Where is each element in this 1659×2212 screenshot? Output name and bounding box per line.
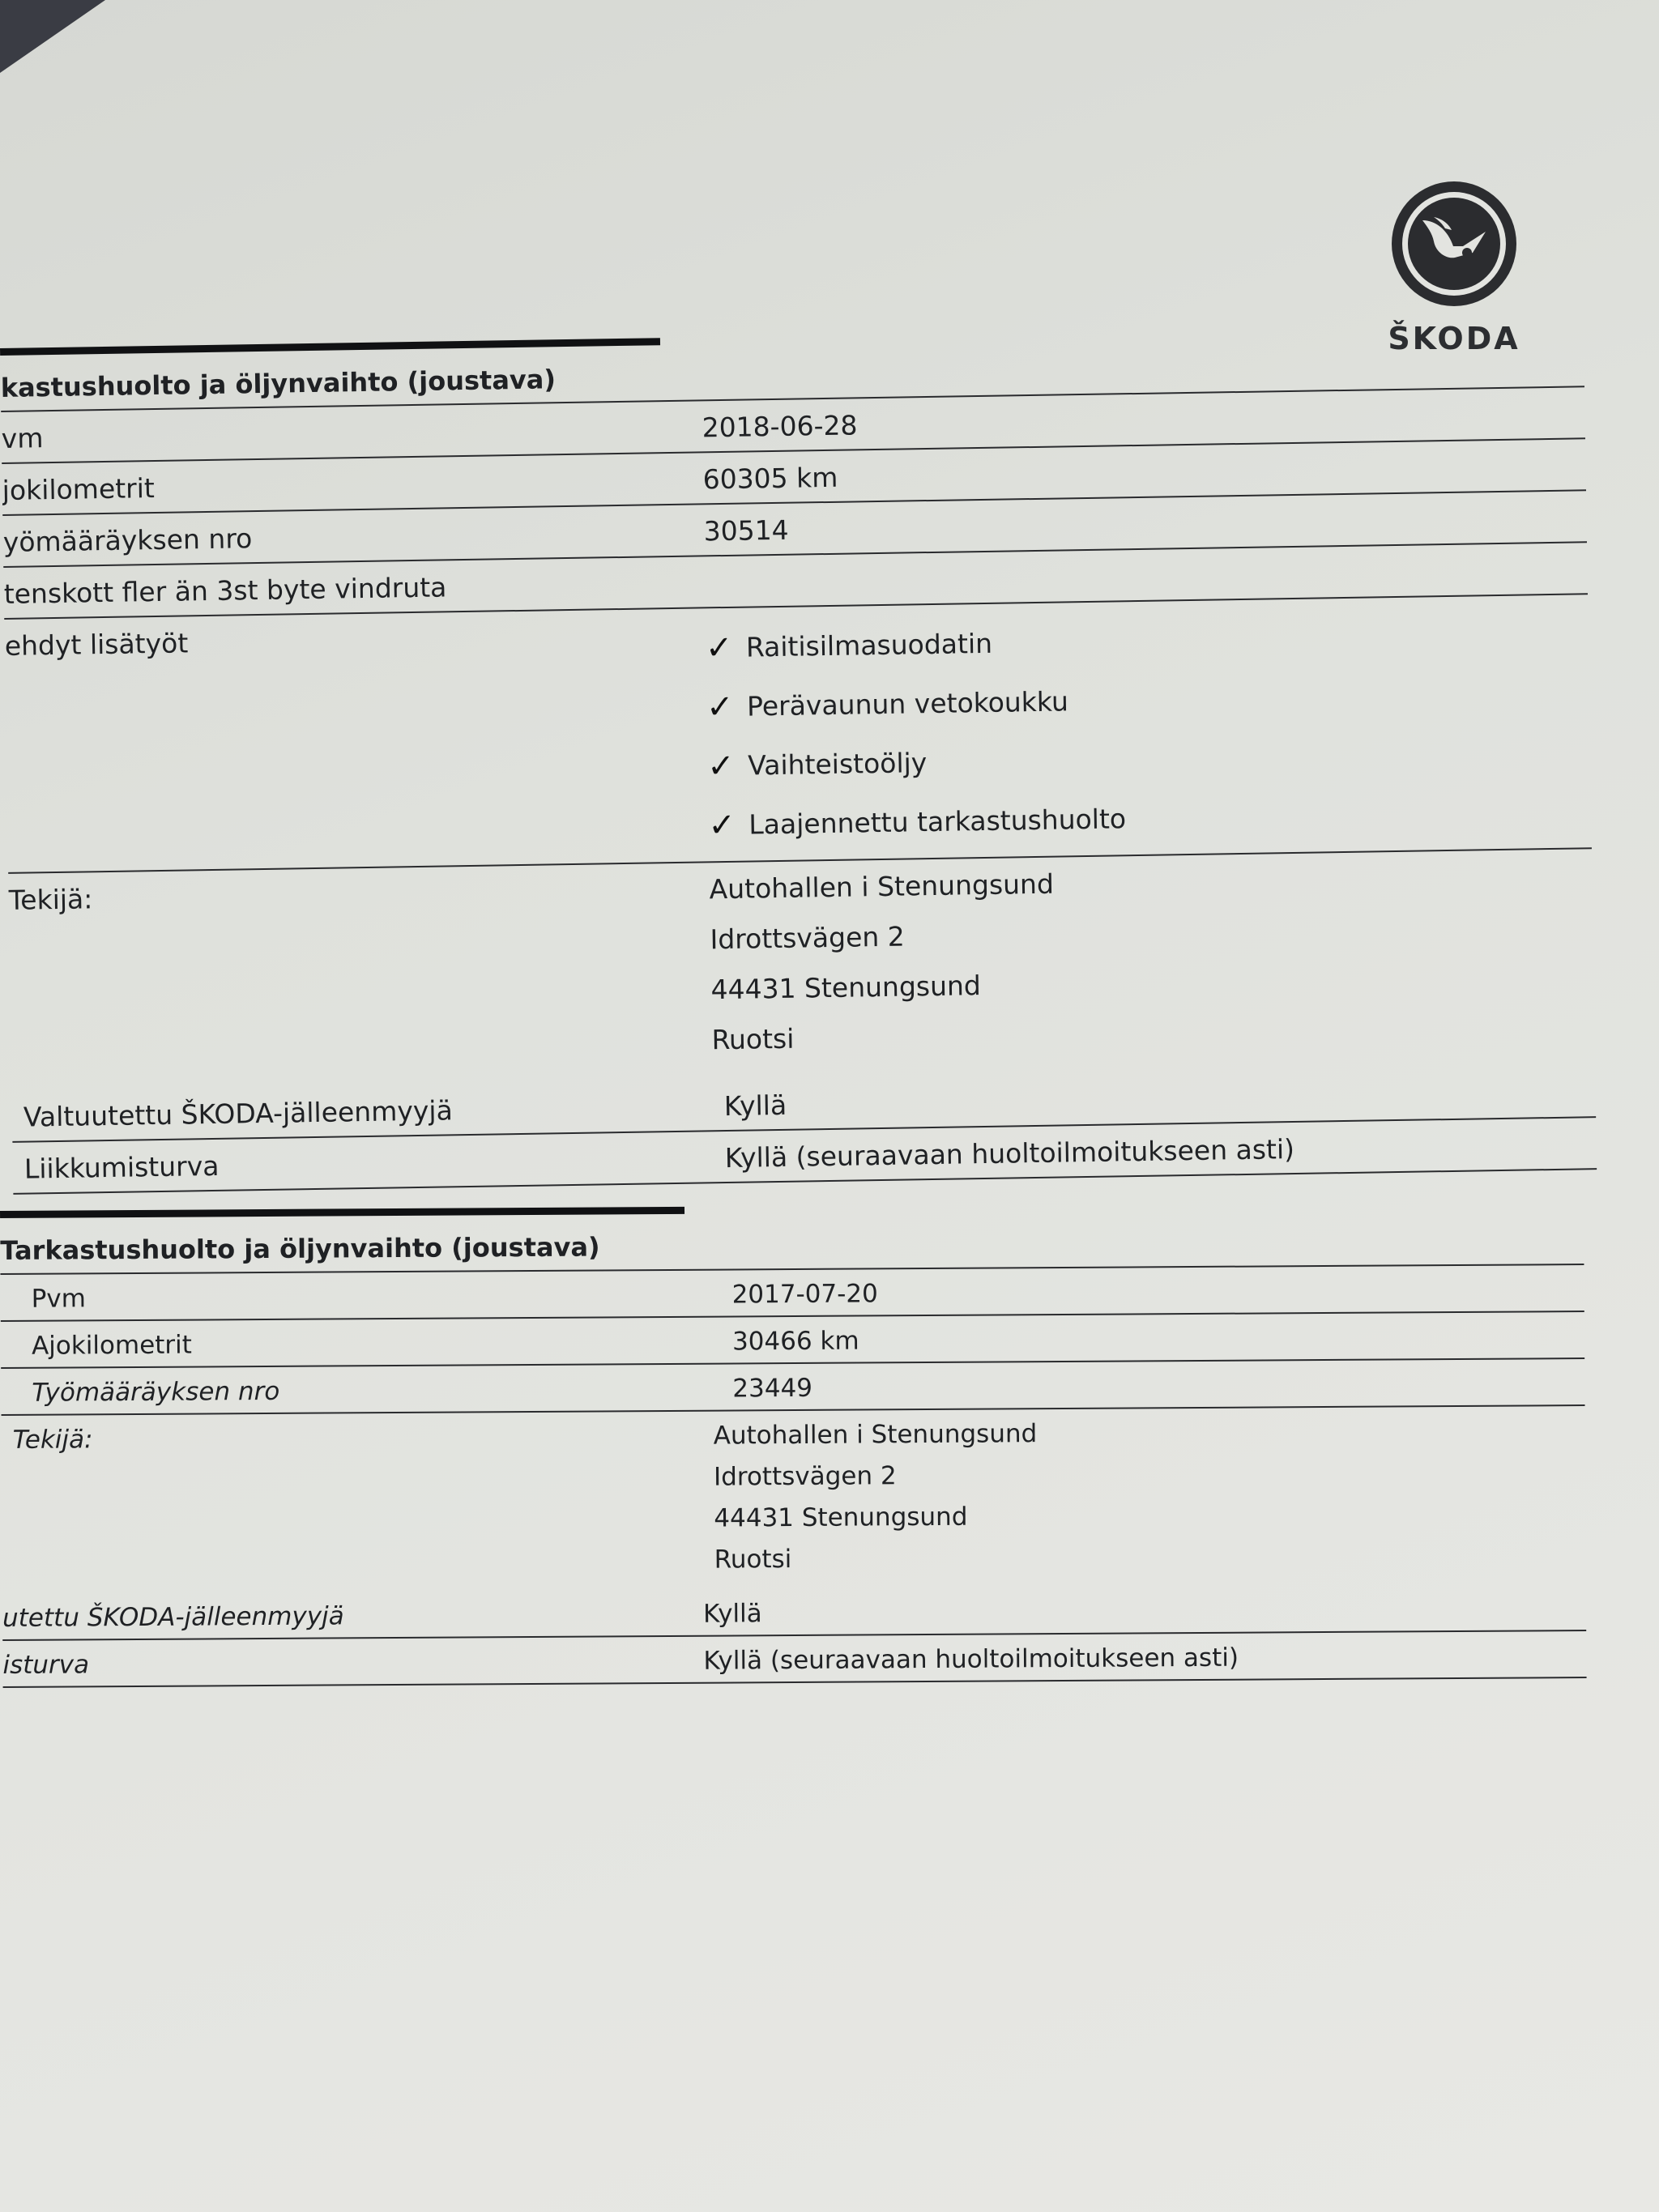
maker-row bbox=[2, 1406, 1586, 1594]
record-title: kastushuolto ja öljynvaihto (joustava) bbox=[0, 340, 1584, 412]
date-value: 2018-06-28 bbox=[702, 409, 858, 444]
extra-work-row bbox=[4, 595, 1592, 874]
checkmark-icon: ✓ bbox=[707, 806, 736, 844]
brand-wordmark: ŠKODA bbox=[1388, 321, 1520, 356]
address-line: Autohallen i Stenungsund bbox=[713, 1419, 1038, 1451]
extra-work-item: Vaihteistoöljy bbox=[747, 746, 928, 782]
record-title: Tarkastushuolto ja öljynvaihto (joustava) bbox=[0, 1218, 1584, 1275]
work-order-label: Työmääräyksen nro bbox=[32, 1376, 280, 1408]
mobility-value: Kyllä (seuraavaan huoltoilmoitukseen asti) bbox=[724, 1133, 1295, 1174]
address-line: 44431 Stenungsund bbox=[710, 970, 982, 1006]
dealer-value: Kyllä bbox=[723, 1089, 787, 1123]
maker-address bbox=[709, 859, 1595, 1073]
date-label: vm bbox=[1, 422, 44, 454]
checkmark-icon: ✓ bbox=[706, 688, 734, 726]
dealer-value: Kyllä bbox=[702, 1599, 762, 1629]
note-text: tenskott fler än 3st byte vindruta bbox=[3, 571, 447, 610]
work-order-value: 23449 bbox=[732, 1373, 813, 1404]
extra-work-list bbox=[705, 604, 1591, 855]
mobility-row bbox=[2, 1631, 1586, 1688]
mobility-label: isturva bbox=[2, 1650, 90, 1680]
mileage-label: Ajokilometrit bbox=[31, 1330, 193, 1361]
maker-label: Tekijä: bbox=[8, 883, 93, 916]
extra-work-label: ehdyt lisätyöt bbox=[4, 627, 189, 662]
mileage-label: jokilometrit bbox=[2, 472, 156, 506]
extra-work-item: Laajennettu tarkastushuolto bbox=[748, 802, 1127, 841]
date-value: 2017-07-20 bbox=[731, 1279, 878, 1310]
maker-label: Tekijä: bbox=[12, 1425, 93, 1455]
mileage-value: 60305 km bbox=[702, 461, 838, 496]
mileage-value: 30466 km bbox=[731, 1326, 859, 1357]
address-line: Ruotsi bbox=[711, 1022, 795, 1056]
section-rule bbox=[0, 1207, 684, 1218]
service-record-2018 bbox=[0, 323, 1597, 1195]
work-order-label: yömääräyksen nro bbox=[2, 522, 253, 558]
extra-work-item: Raitisilmasuodatin bbox=[745, 627, 993, 663]
service-record-2017 bbox=[0, 1201, 1587, 1688]
section-rule bbox=[0, 338, 660, 356]
address-line: Idrottsvägen 2 bbox=[713, 1461, 897, 1492]
extra-work-item: Perävaunun vetokoukku bbox=[746, 684, 1069, 722]
mobility-value: Kyllä (seuraavaan huoltoilmoitukseen asti) bbox=[703, 1643, 1239, 1676]
date-label: Pvm bbox=[31, 1284, 87, 1314]
mobility-label: Liikkumisturva bbox=[23, 1149, 220, 1185]
dealer-label: Valtuutettu ŠKODA-jälleenmyyjä bbox=[23, 1094, 454, 1133]
address-line: Idrottsvägen 2 bbox=[710, 920, 906, 956]
maker-row bbox=[8, 849, 1595, 1091]
address-line: Autohallen i Stenungsund bbox=[709, 867, 1055, 906]
address-line: 44431 Stenungsund bbox=[714, 1502, 968, 1533]
checkmark-icon: ✓ bbox=[705, 629, 733, 667]
address-line: Ruotsi bbox=[714, 1545, 792, 1575]
maker-address bbox=[714, 1414, 1586, 1585]
dealer-label: utettu ŠKODA-jälleenmyyjä bbox=[2, 1601, 344, 1633]
work-order-value: 30514 bbox=[703, 514, 789, 548]
checkmark-icon: ✓ bbox=[706, 747, 736, 785]
